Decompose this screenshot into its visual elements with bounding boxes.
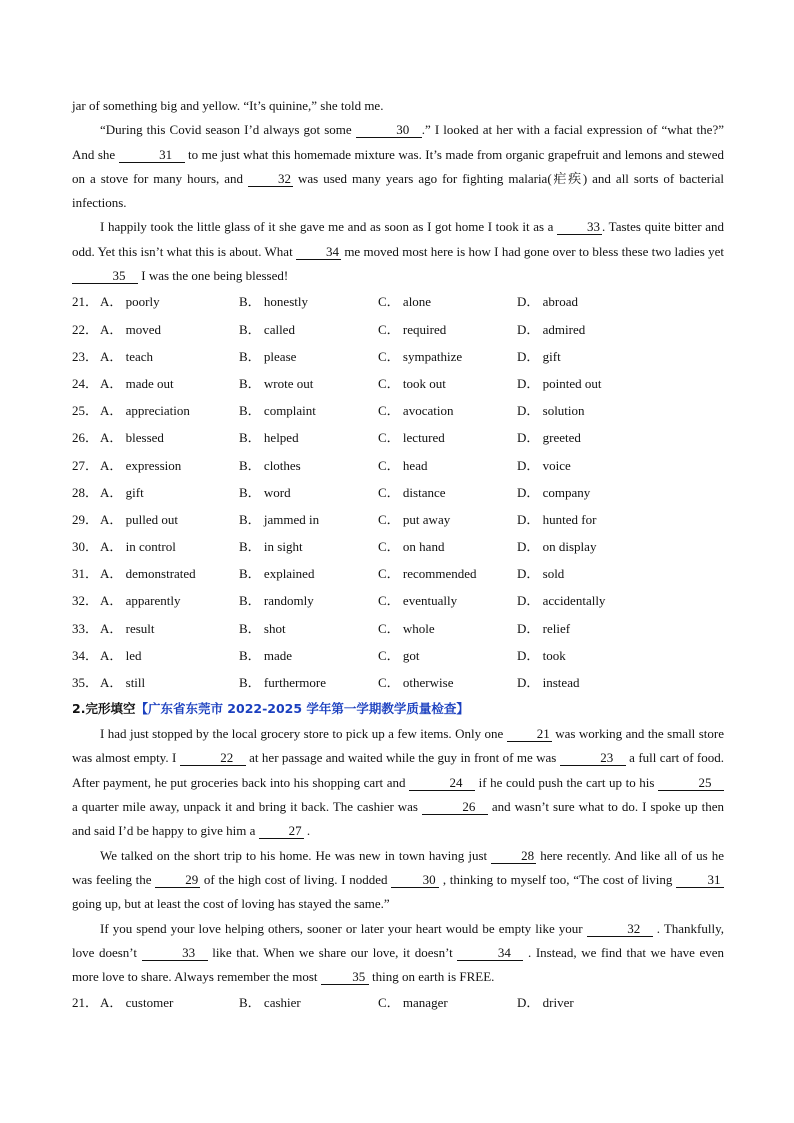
option-d: D． accidentally bbox=[517, 593, 606, 609]
text-segment: “During this Covid season I’d always got some bbox=[100, 122, 356, 138]
text-segment: to me just what this homemade mixture was. It’s made from organic grapefruit and lemons and stewed on a stove for many hours, and bbox=[72, 146, 724, 186]
opt-number: 22． bbox=[72, 321, 99, 337]
option-a: A． demonstrated bbox=[100, 566, 196, 582]
option-c: C． sympathize bbox=[378, 348, 463, 364]
option-a: A． apparently bbox=[100, 593, 181, 609]
option-b: B． helped bbox=[239, 430, 299, 446]
text-segment: at her passage and waited while the guy in front of me was bbox=[245, 750, 560, 766]
option-a: A． led bbox=[100, 647, 142, 663]
text-segment: was used many years ago for fighting malaria(疟疾) and all sorts of bacterial infections. bbox=[72, 170, 724, 211]
section-source: 【广东省东莞市 2022-2025 学年第一学期教学质量检查】 bbox=[135, 701, 469, 717]
blank-23: 23 bbox=[560, 750, 626, 766]
opt-number: 28． bbox=[72, 484, 99, 500]
opt-number: 23． bbox=[72, 348, 99, 364]
option-row bbox=[72, 560, 724, 587]
blank-27: 27 bbox=[259, 823, 304, 839]
option-c: C． lectured bbox=[378, 430, 445, 446]
option-a: A． teach bbox=[100, 348, 154, 364]
option-row bbox=[72, 587, 724, 614]
option-b: B． wrote out bbox=[239, 375, 314, 391]
option-d: D． hunted for bbox=[517, 511, 597, 527]
option-d: D． admired bbox=[517, 321, 586, 337]
opt-number: 21． bbox=[72, 995, 99, 1011]
option-d: D． abroad bbox=[517, 294, 579, 310]
blank-33: 33 bbox=[142, 945, 208, 961]
page-content bbox=[72, 94, 724, 1017]
opt-number: 33． bbox=[72, 620, 99, 636]
option-a: A． blessed bbox=[100, 430, 164, 446]
option-row bbox=[72, 669, 724, 696]
option-c: C． took out bbox=[378, 375, 446, 391]
option-b: B． honestly bbox=[239, 294, 308, 310]
blank-29: 29 bbox=[155, 872, 200, 888]
passage2-paragraph-3 bbox=[72, 917, 724, 990]
opt-number: 29． bbox=[72, 511, 99, 527]
blank-30: 30 bbox=[356, 122, 422, 138]
text-segment: a quarter mile away, unpack it and bring it back. The cashier was bbox=[72, 799, 422, 815]
blank-31: 31 bbox=[119, 147, 185, 163]
blank-35: 35 bbox=[72, 268, 138, 284]
text-segment: I happily took the little glass of it she gave me and as soon as I got home I took it as a bbox=[100, 219, 558, 235]
text-segment: We talked on the short trip to his home. He was new in town having just bbox=[100, 847, 492, 863]
option-row bbox=[72, 316, 724, 343]
text-segment: me moved most here is how I had gone over to bless these two ladies yet bbox=[341, 243, 724, 259]
option-a: A． still bbox=[100, 675, 146, 690]
blank-28: 28 bbox=[491, 848, 536, 864]
option-row bbox=[72, 989, 724, 1016]
option-c: C． recommended bbox=[378, 566, 477, 582]
text-segment: if he could push the cart up to his bbox=[475, 774, 658, 790]
passage1-paragraph-1: jar of something big and yellow. “It’s quinine,” she told me. bbox=[72, 98, 384, 113]
option-b: B． word bbox=[239, 484, 291, 500]
passage1-paragraph-2 bbox=[72, 118, 724, 215]
option-d: D． relief bbox=[517, 620, 571, 636]
text-segment: going up, but at least the cost of loving has stayed the same.” bbox=[72, 896, 390, 912]
text-segment: thing on earth is FREE. bbox=[368, 969, 495, 985]
text-segment: .” I looked at her with a facial expression of “what the?” And she bbox=[72, 122, 724, 162]
option-c: C． whole bbox=[378, 620, 435, 636]
option-c: C． got bbox=[378, 647, 420, 663]
option-d: D． greeted bbox=[517, 430, 581, 446]
option-b: B． in sight bbox=[239, 539, 303, 555]
text-segment: I was the one being blessed! bbox=[138, 268, 289, 284]
text-segment: , thinking to myself too, “The cost of living bbox=[439, 871, 677, 887]
option-row bbox=[72, 343, 724, 370]
passage2-paragraph-2 bbox=[72, 844, 724, 917]
text-segment: and wasn’t sure what to do. I spoke up then and said I’d be happy to give him a bbox=[72, 799, 724, 839]
option-a: A． made out bbox=[100, 375, 174, 391]
option-d: D． driver bbox=[517, 995, 574, 1011]
option-c: C． required bbox=[378, 321, 447, 337]
text-segment: was working and the small store was almost empty. I bbox=[72, 726, 725, 766]
option-c: C． eventually bbox=[378, 593, 458, 609]
blank-31: 31 bbox=[676, 872, 724, 888]
blank-34: 34 bbox=[296, 244, 341, 260]
option-row bbox=[72, 452, 724, 479]
section-number: 2.完形填空 bbox=[72, 701, 136, 717]
option-c: C． alone bbox=[378, 294, 432, 310]
blank-30: 30 bbox=[391, 872, 439, 888]
passage2-paragraph-1 bbox=[72, 722, 724, 843]
option-d: D． gift bbox=[517, 348, 561, 364]
opt-number: 30． bbox=[72, 539, 99, 555]
blank-32: 32 bbox=[248, 171, 293, 187]
option-row bbox=[72, 533, 724, 560]
blank-24: 24 bbox=[409, 775, 475, 791]
text-segment: . Thankfully, love doesn’t bbox=[72, 920, 724, 960]
option-c: C． otherwise bbox=[378, 675, 454, 690]
option-row bbox=[72, 397, 724, 424]
options-list-1 bbox=[72, 288, 724, 696]
option-b: B． cashier bbox=[239, 995, 301, 1011]
opt-number: 34． bbox=[72, 647, 99, 663]
option-c: C． distance bbox=[378, 484, 446, 500]
option-b: B． made bbox=[239, 647, 293, 663]
opt-number: 32． bbox=[72, 593, 99, 609]
opt-number: 35． bbox=[72, 675, 99, 690]
option-a: A． expression bbox=[100, 457, 182, 473]
option-c: C． put away bbox=[378, 511, 451, 527]
option-row bbox=[72, 424, 724, 451]
option-b: B． clothes bbox=[239, 457, 301, 473]
text-segment: a full cart of food. After payment, he put groceries back into his shopping cart and bbox=[72, 750, 725, 790]
option-c: C． manager bbox=[378, 995, 448, 1011]
option-d: D． took bbox=[517, 647, 566, 663]
blank-35: 35 bbox=[321, 969, 369, 985]
option-b: B． please bbox=[239, 348, 297, 364]
opt-number: 21． bbox=[72, 294, 99, 310]
opt-number: 27． bbox=[72, 457, 99, 473]
passage1-paragraph-3 bbox=[72, 215, 724, 288]
option-a: A． gift bbox=[100, 484, 144, 500]
option-b: B． complaint bbox=[239, 403, 316, 419]
option-row bbox=[72, 370, 724, 397]
option-a: A． pulled out bbox=[100, 511, 178, 527]
option-c: C． on hand bbox=[378, 539, 445, 555]
option-d: D． solution bbox=[517, 403, 585, 419]
option-d: D． on display bbox=[517, 539, 597, 555]
option-c: C． head bbox=[378, 457, 428, 473]
option-a: A． moved bbox=[100, 321, 162, 337]
text-segment: If you spend your love helping others, sooner or later your heart would be empty like your bbox=[100, 920, 587, 936]
option-b: B． furthermore bbox=[239, 675, 327, 690]
option-b: B． randomly bbox=[239, 593, 314, 609]
option-a: A． result bbox=[100, 620, 155, 636]
options-list-2 bbox=[72, 989, 724, 1016]
option-b: B． jammed in bbox=[239, 511, 320, 527]
option-d: D． pointed out bbox=[517, 375, 602, 391]
text-segment: like that. When we share our love, it doesn’t bbox=[207, 944, 458, 960]
option-d: D． sold bbox=[517, 566, 565, 582]
blank-32: 32 bbox=[587, 921, 653, 937]
blank-21: 21 bbox=[507, 726, 552, 742]
option-d: D． voice bbox=[517, 457, 571, 473]
section-heading bbox=[72, 696, 724, 722]
option-c: C． avocation bbox=[378, 403, 454, 419]
text-segment: I had just stopped by the local grocery store to pick up a few items. Only one bbox=[100, 726, 507, 742]
text-segment: . Instead, we find that we have even more love to share. Always remember the most bbox=[72, 944, 724, 985]
option-b: B． called bbox=[239, 321, 295, 337]
text-segment: here recently. And like all of us he was feeling the bbox=[72, 847, 724, 887]
blank-26: 26 bbox=[422, 799, 488, 815]
option-a: A． poorly bbox=[100, 294, 160, 310]
opt-number: 26． bbox=[72, 430, 99, 446]
option-a: A． appreciation bbox=[100, 403, 190, 419]
option-b: B． shot bbox=[239, 620, 286, 636]
option-d: D． company bbox=[517, 484, 591, 500]
option-a: A． customer bbox=[100, 995, 174, 1011]
text-segment: of the high cost of living. I nodded bbox=[200, 871, 392, 887]
option-row bbox=[72, 506, 724, 533]
opt-number: 25． bbox=[72, 403, 99, 419]
option-a: A． in control bbox=[100, 539, 176, 555]
blank-22: 22 bbox=[180, 750, 246, 766]
option-b: B． explained bbox=[239, 566, 315, 582]
text-segment: . bbox=[303, 823, 311, 839]
opt-number: 24． bbox=[72, 375, 99, 391]
option-row bbox=[72, 288, 724, 315]
opt-number: 31． bbox=[72, 566, 99, 582]
option-row bbox=[72, 615, 724, 642]
option-row bbox=[72, 479, 724, 506]
option-d: D． instead bbox=[517, 675, 580, 690]
blank-25: 25 bbox=[658, 775, 724, 791]
blank-33: 33 bbox=[557, 219, 602, 235]
blank-34: 34 bbox=[457, 945, 523, 961]
text-segment: . Tastes quite bitter and odd. Yet this isn’t what this is about. What bbox=[72, 219, 724, 259]
option-row bbox=[72, 642, 724, 669]
